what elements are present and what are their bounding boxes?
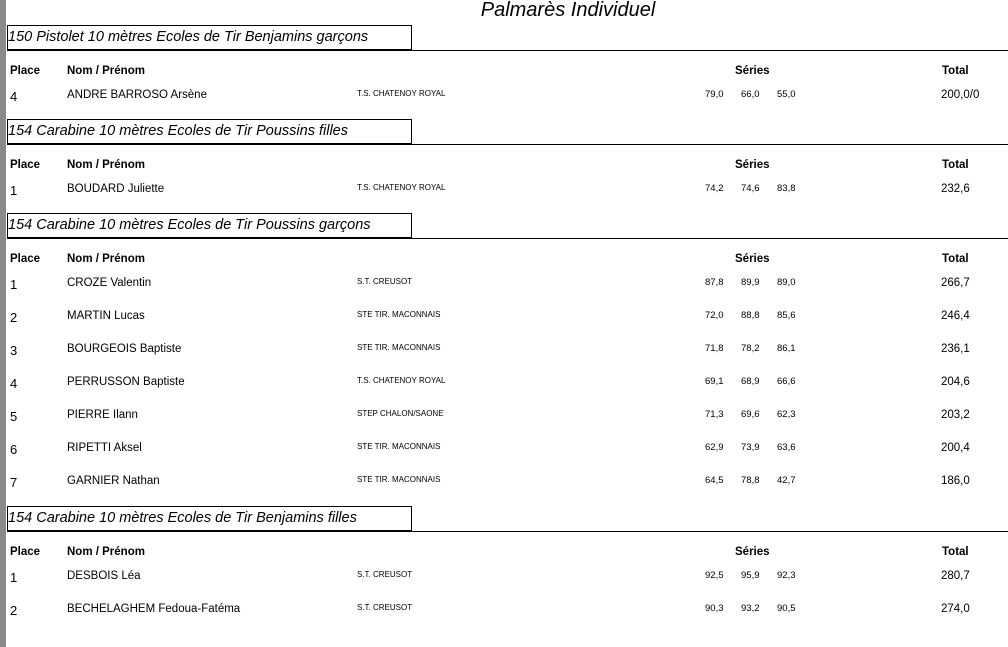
column-header-name: Nom / Prénom: [67, 65, 145, 77]
column-header-name: Nom / Prénom: [67, 546, 145, 558]
name-cell: CROZE Valentin: [67, 277, 152, 289]
series-2-cell: 93,2: [741, 603, 760, 614]
section-title: 150 Pistolet 10 mètres Ecoles de Tir Benjamins garçons: [8, 29, 369, 45]
series-1-cell: 71,8: [705, 343, 724, 354]
table-row: [0, 375, 1008, 395]
club-cell: STEP CHALON/SAONE: [357, 409, 444, 418]
name-cell: PIERRE Ilann: [67, 409, 138, 421]
series-3-cell: 89,0: [777, 277, 796, 288]
series-3-cell: 55,0: [777, 89, 796, 100]
series-2-cell: 95,9: [741, 570, 760, 581]
name-cell: DESBOIS Léa: [67, 570, 141, 582]
table-row: [0, 309, 1008, 329]
name-cell: MARTIN Lucas: [67, 310, 145, 322]
section-title-box: [7, 506, 412, 531]
series-3-cell: 66,6: [777, 376, 796, 387]
series-2-cell: 78,8: [741, 475, 760, 486]
column-header-place: Place: [10, 159, 41, 171]
series-2-cell: 74,6: [741, 183, 760, 194]
section-title-box: [7, 25, 412, 50]
table-row: [0, 182, 1008, 202]
series-2-cell: 66,0: [741, 89, 760, 100]
name-cell: PERRUSSON Baptiste: [67, 376, 185, 388]
section-title: 154 Carabine 10 mètres Ecoles de Tir Poussins garçons: [8, 217, 371, 233]
table-row: [0, 602, 1008, 622]
column-header-place: Place: [10, 546, 41, 558]
series-1-cell: 87,8: [705, 277, 724, 288]
table-row: [0, 441, 1008, 461]
place-cell: 2: [10, 603, 18, 618]
club-cell: S.T. CREUSOT: [357, 570, 413, 579]
place-cell: 1: [10, 277, 18, 292]
series-3-cell: 42,7: [777, 475, 796, 486]
name-cell: BOURGEOIS Baptiste: [67, 343, 182, 355]
name-cell: BECHELAGHEM Fedoua-Fatéma: [67, 603, 241, 615]
series-3-cell: 62,3: [777, 409, 796, 420]
club-cell: S.T. CREUSOT: [357, 603, 413, 612]
section-divider: [7, 50, 1008, 51]
section-divider: [7, 531, 1008, 532]
place-cell: 4: [10, 376, 18, 391]
club-cell: T.S. CHATENOY ROYAL: [357, 89, 446, 98]
series-1-cell: 64,5: [705, 475, 724, 486]
name-cell: ANDRE BARROSO Arsène: [67, 89, 207, 101]
column-header-place: Place: [10, 253, 41, 265]
place-cell: 3: [10, 343, 18, 358]
column-header-total: Total: [942, 159, 969, 171]
club-cell: STE TIR. MACONNAIS: [357, 442, 441, 451]
total-cell: 204,6: [941, 376, 970, 388]
club-cell: T.S. CHATENOY ROYAL: [357, 183, 446, 192]
place-cell: 5: [10, 409, 18, 424]
column-header-place: Place: [10, 65, 41, 77]
name-cell: RIPETTI Aksel: [67, 442, 142, 454]
series-1-cell: 79,0: [705, 89, 724, 100]
series-1-cell: 62,9: [705, 442, 724, 453]
series-3-cell: 92,3: [777, 570, 796, 581]
total-cell: 200,4: [941, 442, 970, 454]
series-2-cell: 78,2: [741, 343, 760, 354]
place-cell: 2: [10, 310, 18, 325]
series-1-cell: 92,5: [705, 570, 724, 581]
place-cell: 1: [10, 183, 18, 198]
section-title-box: [7, 213, 412, 238]
club-cell: STE TIR. MACONNAIS: [357, 475, 441, 484]
series-2-cell: 88,8: [741, 310, 760, 321]
series-1-cell: 69,1: [705, 376, 724, 387]
place-cell: 1: [10, 570, 18, 585]
series-1-cell: 74,2: [705, 183, 724, 194]
series-3-cell: 83,8: [777, 183, 796, 194]
place-cell: 7: [10, 475, 18, 490]
series-2-cell: 73,9: [741, 442, 760, 453]
name-cell: BOUDARD Juliette: [67, 183, 165, 195]
total-cell: 203,2: [941, 409, 970, 421]
table-row: [0, 474, 1008, 494]
total-cell: 246,4: [941, 310, 970, 322]
column-header-total: Total: [942, 65, 969, 77]
series-1-cell: 71,3: [705, 409, 724, 420]
section-divider: [7, 144, 1008, 145]
table-row: [0, 276, 1008, 296]
table-row: [0, 88, 1008, 108]
series-3-cell: 85,6: [777, 310, 796, 321]
club-cell: STE TIR. MACONNAIS: [357, 343, 441, 352]
column-header-series: Séries: [735, 159, 770, 171]
table-row: [0, 342, 1008, 362]
section-title: 154 Carabine 10 mètres Ecoles de Tir Poussins filles: [8, 123, 348, 139]
total-cell: 200,0/0: [941, 89, 980, 101]
section-title: 154 Carabine 10 mètres Ecoles de Tir Benjamins filles: [8, 510, 357, 526]
series-2-cell: 68,9: [741, 376, 760, 387]
column-header-name: Nom / Prénom: [67, 159, 145, 171]
series-3-cell: 63,6: [777, 442, 796, 453]
series-2-cell: 69,6: [741, 409, 760, 420]
series-2-cell: 89,9: [741, 277, 760, 288]
section-divider: [7, 238, 1008, 239]
column-header-series: Séries: [735, 546, 770, 558]
column-header-total: Total: [942, 253, 969, 265]
series-1-cell: 90,3: [705, 603, 724, 614]
total-cell: 266,7: [941, 277, 970, 289]
place-cell: 6: [10, 442, 18, 457]
series-3-cell: 90,5: [777, 603, 796, 614]
total-cell: 236,1: [941, 343, 970, 355]
page-title: Palmarès Individuel: [480, 0, 656, 21]
place-cell: 4: [10, 89, 18, 104]
club-cell: T.S. CHATENOY ROYAL: [357, 376, 446, 385]
total-cell: 186,0: [941, 475, 970, 487]
total-cell: 232,6: [941, 183, 970, 195]
table-row: [0, 569, 1008, 589]
total-cell: 280,7: [941, 570, 970, 582]
table-row: [0, 408, 1008, 428]
column-header-name: Nom / Prénom: [67, 253, 145, 265]
club-cell: STE TIR. MACONNAIS: [357, 310, 441, 319]
section-title-box: [7, 119, 412, 144]
name-cell: GARNIER Nathan: [67, 475, 160, 487]
club-cell: S.T. CREUSOT: [357, 277, 413, 286]
column-header-total: Total: [942, 546, 969, 558]
column-header-series: Séries: [735, 253, 770, 265]
series-1-cell: 72,0: [705, 310, 724, 321]
series-3-cell: 86,1: [777, 343, 796, 354]
total-cell: 274,0: [941, 603, 970, 615]
column-header-series: Séries: [735, 65, 770, 77]
